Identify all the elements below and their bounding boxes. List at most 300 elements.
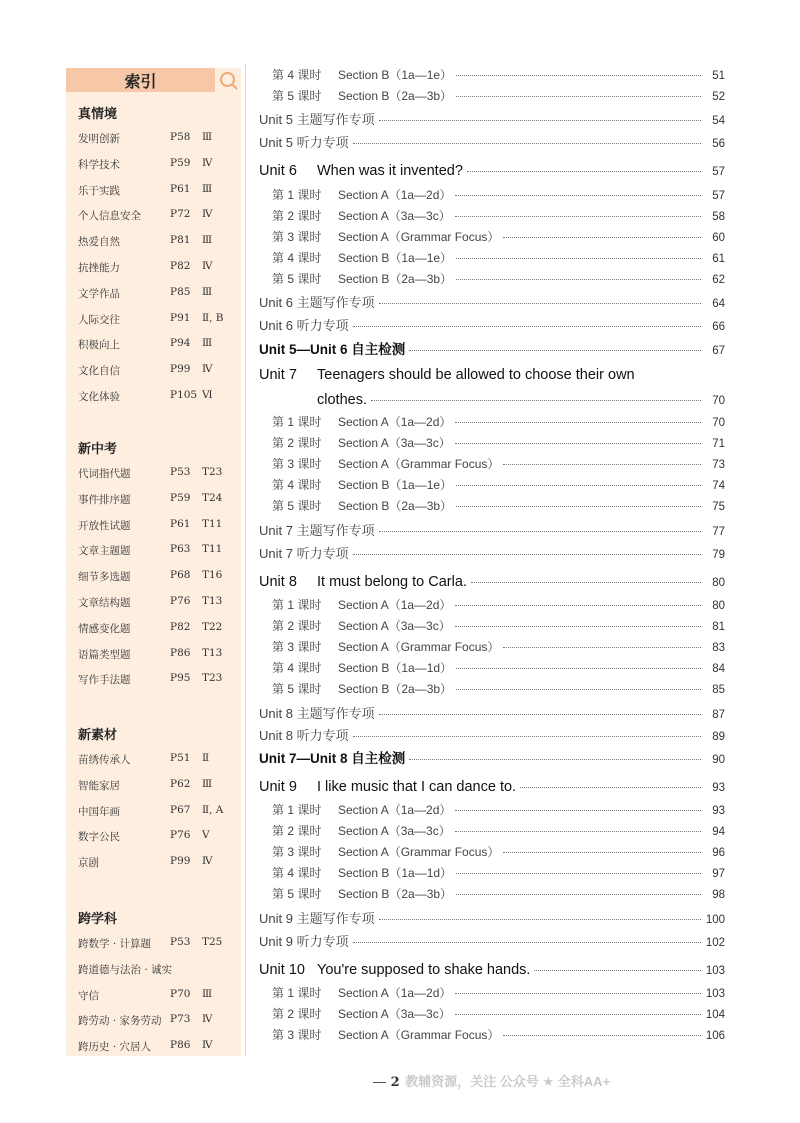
toc-sub-entry: [272, 476, 725, 493]
index-item-page: P94: [170, 337, 191, 350]
toc-page-number: 74: [712, 480, 725, 492]
index-item: [78, 312, 238, 328]
index-item-page: P53: [170, 466, 191, 478]
index-item-name: 数字公民: [78, 831, 120, 844]
toc-lesson-label: 第 5 课时: [272, 89, 322, 103]
index-item-name: 文章结构题: [78, 597, 131, 609]
dot-leader: [467, 171, 701, 172]
index-item-tag: T24: [202, 491, 223, 504]
toc-sub-entry: [272, 497, 725, 514]
toc-section-title: Section A（3a—3c）: [338, 619, 451, 633]
index-item: [78, 804, 238, 820]
dot-leader: [503, 464, 701, 465]
dot-leader: [455, 422, 701, 423]
toc-page-number: 52: [712, 91, 725, 103]
index-item: [78, 492, 238, 508]
index-item: [78, 518, 238, 534]
dot-leader: [353, 326, 701, 327]
toc-special-entry: [259, 315, 725, 334]
index-item-name: 文学作品: [78, 287, 120, 300]
toc-page-number: 83: [712, 642, 725, 654]
index-item-page: P53: [170, 936, 191, 948]
index-item-page: P81: [170, 234, 191, 247]
toc-lesson-label: 第 1 课时: [272, 986, 322, 1000]
toc-lesson-label: 第 5 课时: [272, 499, 322, 513]
toc-sub-entry: [272, 207, 725, 224]
index-item-page: P59: [170, 491, 191, 504]
dot-leader: [456, 75, 701, 76]
toc-lesson-label: 第 4 课时: [272, 866, 322, 880]
index-item-page: P67: [170, 803, 191, 816]
index-item-name: 事件排序题: [78, 493, 131, 506]
index-item-page: P73: [170, 1013, 191, 1026]
toc-page-number: 98: [712, 889, 725, 901]
dot-leader: [455, 993, 701, 994]
index-sidebar: [66, 68, 241, 1056]
toc-lesson-label: 第 2 课时: [272, 1007, 322, 1021]
dot-leader: [456, 96, 701, 97]
index-item-name: 跨历史 · 穴居人: [78, 1041, 152, 1054]
toc-sub-entry: [272, 864, 725, 881]
index-item-name: 开放性试题: [78, 519, 131, 532]
toc-page-number: 66: [712, 321, 725, 333]
toc-lesson-label: 第 3 课时: [272, 1028, 322, 1042]
toc-check-entry: [259, 338, 725, 358]
index-item-tag: Ⅳ: [202, 363, 213, 376]
toc-special-entry: [259, 931, 725, 950]
toc-special-entry: [259, 109, 725, 128]
index-item-tag: Ⅲ: [202, 337, 213, 350]
toc-page-number: 96: [712, 847, 725, 859]
toc-page-number: 70: [712, 395, 725, 407]
toc-unit-title: It must belong to Carla.: [317, 574, 467, 590]
toc-entry-title: Unit 6 主题写作专项: [259, 295, 375, 310]
index-item: [78, 157, 238, 173]
index-item-tag: Ⅳ: [202, 855, 213, 868]
toc-section-title: Section A（3a—3c）: [338, 436, 451, 450]
dot-leader: [455, 605, 701, 606]
toc-page-number: 97: [712, 868, 725, 880]
toc-special-entry: [259, 520, 725, 539]
index-item-tag: Ⅳ: [202, 1013, 213, 1026]
page-number: 2: [390, 1075, 400, 1090]
index-item-tag: Ⅳ: [202, 1039, 213, 1052]
dot-leader: [471, 582, 701, 583]
dot-leader: [503, 852, 701, 853]
index-item-tag: Ⅳ: [202, 156, 213, 169]
toc-sub-entry: [272, 638, 725, 655]
index-item-tag: T13: [202, 646, 223, 659]
dot-leader: [455, 195, 701, 196]
dot-leader: [456, 485, 701, 486]
index-item-tag: T11: [202, 517, 223, 530]
index-item-tag: Ⅲ: [202, 234, 213, 247]
toc-section-title: Section A（Grammar Focus）: [338, 457, 500, 471]
index-item: [78, 988, 238, 1004]
toc-page-number: 103: [705, 988, 725, 1000]
toc-lesson-label: 第 3 课时: [272, 640, 322, 654]
toc-unit-number: Unit 10: [259, 962, 305, 978]
index-item: [78, 829, 238, 845]
dot-leader: [456, 894, 701, 895]
toc-page-number: 87: [712, 709, 725, 721]
toc-lesson-label: 第 4 课时: [272, 251, 322, 265]
toc-unit-title-continued: clothes.: [317, 392, 367, 408]
dot-leader: [353, 942, 701, 943]
toc-lesson-label: 第 2 课时: [272, 436, 322, 450]
toc-section-title: Section A（1a—2d）: [338, 415, 452, 429]
toc-page-number: 71: [712, 438, 725, 450]
index-item-name: 个人信息安全: [78, 210, 141, 223]
toc-unit-number: Unit 6: [259, 163, 297, 179]
toc-page-number: 90: [712, 754, 725, 766]
toc-sub-entry: [272, 270, 725, 287]
toc-sub-entry: [272, 885, 725, 902]
dot-leader: [353, 143, 701, 144]
toc-section-title: Section B（1a—1d）: [338, 866, 453, 880]
dot-leader: [455, 1014, 701, 1015]
index-category: 新素材: [78, 728, 118, 743]
toc-unit-entry: [259, 779, 725, 795]
index-item-tag: Ⅴ: [202, 829, 210, 842]
index-item-name: 智能家居: [78, 779, 120, 792]
dot-leader: [455, 443, 701, 444]
toc-unit-number: Unit 7: [259, 367, 297, 383]
toc-section-title: Section B（2a—3b）: [338, 887, 453, 901]
toc-page-number: 103: [705, 965, 725, 977]
toc-page-number: 70: [712, 417, 725, 429]
index-item-tag: T23: [202, 466, 223, 478]
dot-leader: [409, 759, 701, 760]
toc-page-number: 85: [712, 684, 725, 696]
index-item: [78, 363, 238, 379]
dot-leader: [455, 626, 701, 627]
index-item-page: P76: [170, 829, 191, 842]
index-item-tag: T11: [202, 543, 223, 556]
index-item: [78, 131, 238, 147]
toc-special-entry: [259, 725, 725, 744]
toc-sub-entry: [272, 659, 725, 676]
dot-leader: [456, 506, 701, 507]
index-item-name: 写作手法题: [78, 674, 131, 687]
toc-entry-title: Unit 6 听力专项: [259, 318, 349, 333]
toc-sub-entry: [272, 455, 725, 472]
toc-unit-entry: [259, 163, 725, 179]
toc-lesson-label: 第 3 课时: [272, 457, 322, 471]
toc-lesson-label: 第 4 课时: [272, 478, 322, 492]
index-item-page: P72: [170, 208, 191, 221]
toc-page-number: 93: [712, 782, 725, 794]
toc-page-number: 51: [712, 70, 725, 82]
index-item-page: P105: [170, 389, 198, 401]
toc-lesson-label: 第 5 课时: [272, 682, 322, 696]
index-category: 新中考: [78, 442, 118, 457]
index-item-name: 发明创新: [78, 133, 120, 145]
index-category: 跨学科: [78, 912, 118, 927]
toc-special-entry: [259, 543, 725, 562]
index-item-tag: T23: [202, 672, 223, 685]
index-item-tag: Ⅳ: [202, 208, 213, 221]
index-item-page: P58: [170, 131, 191, 143]
toc-section-title: Section A（Grammar Focus）: [338, 1028, 500, 1042]
toc-sub-entry: [272, 680, 725, 697]
toc-section-title: Section A（3a—3c）: [338, 209, 451, 223]
toc-unit-title: Teenagers should be allowed to choose their own: [317, 367, 635, 383]
index-item-page: P95: [170, 672, 191, 685]
dot-leader: [353, 554, 701, 555]
toc-unit-heading-continued: [317, 392, 725, 408]
toc-sub-entry: [272, 984, 725, 1001]
page-footer: [373, 1071, 610, 1090]
index-item-name: 抗挫能力: [78, 262, 120, 274]
toc-section-title: Section A（1a—2d）: [338, 188, 452, 202]
toc-page-number: 102: [705, 937, 725, 949]
index-item-tag: Ⅱ, A: [202, 803, 224, 816]
dot-leader: [379, 531, 701, 532]
toc-special-entry: [259, 292, 725, 311]
index-item-name: 跨数学 · 计算题: [78, 938, 152, 950]
toc-unit-title: You're supposed to shake hands.: [317, 962, 531, 978]
index-item: [78, 621, 238, 637]
toc-entry-title: Unit 5—Unit 6 自主检测: [259, 342, 406, 357]
toc-page-number: 104: [705, 1009, 725, 1021]
index-item-tag: Ⅱ, B: [202, 311, 224, 324]
toc-sub-entry: [272, 87, 725, 104]
toc-unit-title: I like music that I can dance to.: [317, 779, 517, 795]
toc-entry-title: Unit 7 主题写作专项: [259, 523, 375, 538]
toc-lesson-label: 第 4 课时: [272, 661, 322, 675]
index-item-tag: Ⅲ: [202, 987, 213, 1000]
dot-leader: [371, 400, 701, 401]
index-item-tag: Ⅵ: [202, 389, 213, 401]
index-item: [78, 286, 238, 302]
toc-section-title: Section B（2a—3b）: [338, 682, 453, 696]
index-item: [78, 752, 238, 768]
index-item-name: 文章主题题: [78, 545, 131, 558]
toc-page-number: 100: [705, 914, 725, 926]
toc-page-number: 94: [712, 826, 725, 838]
index-item-page: P62: [170, 777, 191, 790]
index-item-tag: T13: [202, 595, 223, 607]
index-item: [78, 337, 238, 353]
toc-entry-title: Unit 8 主题写作专项: [259, 706, 375, 721]
index-item-page: P70: [170, 987, 191, 1000]
index-category: 真情境: [78, 107, 118, 122]
dot-leader: [456, 689, 701, 690]
toc-page-number: 57: [712, 166, 725, 178]
toc-lesson-label: 第 2 课时: [272, 824, 322, 838]
dot-leader: [409, 350, 701, 351]
toc-lesson-label: 第 2 课时: [272, 619, 322, 633]
index-item-page: P61: [170, 182, 191, 195]
index-item: [78, 962, 238, 978]
toc-unit-entry: [259, 962, 725, 978]
toc-unit-title: When was it invented?: [317, 163, 463, 179]
toc-sub-entry: [272, 596, 725, 613]
index-item-name: 细节多选题: [78, 571, 131, 584]
toc-page-number: 80: [712, 600, 725, 612]
index-item-name: 热爱自然: [78, 236, 120, 249]
dot-leader: [456, 873, 701, 874]
index-item-tag: Ⅲ: [202, 285, 213, 298]
toc-entry-title: Unit 5 主题写作专项: [259, 112, 375, 127]
toc-page-number: 56: [712, 138, 725, 150]
toc-lesson-label: 第 2 课时: [272, 209, 322, 223]
index-item: [78, 1039, 238, 1055]
toc-page-number: 80: [712, 577, 725, 589]
index-item-name: 文化自信: [78, 365, 120, 378]
index-item-tag: Ⅲ: [202, 182, 213, 195]
toc-section-title: Section B（1a—1d）: [338, 661, 453, 675]
toc-section-title: Section A（3a—3c）: [338, 1007, 451, 1021]
toc-page-number: 57: [712, 190, 725, 202]
index-item-page: P86: [170, 646, 191, 659]
column-divider: [245, 64, 246, 1056]
index-item-page: P99: [170, 363, 191, 376]
toc-page-number: 106: [705, 1030, 725, 1042]
toc-page-number: 60: [712, 232, 725, 244]
toc-special-entry: [259, 132, 725, 151]
dot-leader: [379, 120, 701, 121]
toc-sub-entry: [272, 249, 725, 266]
dot-leader: [379, 303, 701, 304]
toc-section-title: Section A（1a—2d）: [338, 803, 452, 817]
toc-page-number: 67: [712, 345, 725, 357]
toc-entry-title: Unit 9 主题写作专项: [259, 911, 375, 926]
toc-unit-entry: [259, 574, 725, 590]
toc-entry-title: Unit 7 听力专项: [259, 546, 349, 561]
index-item-page: P51: [170, 752, 191, 764]
index-item-name: 积极向上: [78, 339, 120, 352]
toc-lesson-label: 第 3 课时: [272, 845, 322, 859]
index-item-name: 苗绣传承人: [78, 754, 131, 766]
toc-entry-title: Unit 7—Unit 8 自主检测: [259, 751, 406, 766]
toc-lesson-label: 第 1 课时: [272, 803, 322, 817]
toc-lesson-label: 第 1 课时: [272, 598, 322, 612]
dot-leader: [456, 279, 701, 280]
toc-lesson-label: 第 5 课时: [272, 887, 322, 901]
toc-page-number: 64: [712, 298, 725, 310]
index-item-page: P59: [170, 156, 191, 169]
toc-lesson-label: 第 1 课时: [272, 415, 322, 429]
toc-page-number: 62: [712, 274, 725, 286]
index-item-name: 代词指代题: [78, 468, 131, 480]
toc-page-number: 89: [712, 731, 725, 743]
toc-page-number: 58: [712, 211, 725, 223]
toc-page-number: 73: [712, 459, 725, 471]
toc-sub-entry: [272, 801, 725, 818]
toc-entry-title: Unit 9 听力专项: [259, 934, 349, 949]
toc-sub-entry: [272, 617, 725, 634]
toc-section-title: Section A（1a—2d）: [338, 986, 452, 1000]
index-item-page: P99: [170, 855, 191, 868]
toc-entry-title: Unit 5 听力专项: [259, 135, 349, 150]
index-item-name: 情感变化题: [78, 622, 131, 635]
toc-sub-entry: [272, 1026, 725, 1043]
index-item: [78, 569, 238, 585]
toc-sub-entry: [272, 822, 725, 839]
toc-section-title: Section A（Grammar Focus）: [338, 845, 500, 859]
index-item: [78, 647, 238, 663]
toc-page-number: 84: [712, 663, 725, 675]
toc-sub-entry: [272, 843, 725, 860]
toc-section-title: Section B（2a—3b）: [338, 272, 453, 286]
dot-leader: [456, 258, 701, 259]
toc-page-number: 61: [712, 253, 725, 265]
toc-unit-number: Unit 8: [259, 574, 297, 590]
index-item-tag: Ⅱ: [202, 752, 210, 764]
index-item-page: P82: [170, 260, 191, 272]
toc-unit-heading: [259, 367, 635, 383]
index-item: [78, 778, 238, 794]
toc-section-title: Section B（1a—1e）: [338, 478, 453, 492]
toc-lesson-label: 第 4 课时: [272, 68, 322, 82]
index-item: [78, 543, 238, 559]
dot-leader: [534, 970, 701, 971]
toc-section-title: Section B（1a—1e）: [338, 251, 453, 265]
dot-leader: [379, 919, 701, 920]
toc-page-number: 79: [712, 549, 725, 561]
index-item: [78, 1013, 238, 1029]
dot-leader: [455, 831, 701, 832]
index-item-page: P86: [170, 1039, 191, 1052]
toc-section-title: Section A（Grammar Focus）: [338, 640, 500, 654]
index-item-page: P85: [170, 285, 191, 298]
toc-section-title: Section A（3a—3c）: [338, 824, 451, 838]
dot-leader: [353, 736, 701, 737]
dot-leader: [455, 216, 701, 217]
toc-section-title: Section A（1a—2d）: [338, 598, 452, 612]
dot-leader: [520, 787, 701, 788]
index-item: [78, 595, 238, 611]
index-item-page: P63: [170, 543, 191, 556]
index-item: [78, 466, 238, 482]
toc-lesson-label: 第 3 课时: [272, 230, 322, 244]
toc-entry-title: Unit 8 听力专项: [259, 728, 349, 743]
index-item: [78, 672, 238, 688]
dot-leader: [503, 647, 701, 648]
toc-section-title: Section B（2a—3b）: [338, 89, 453, 103]
index-item-tag: Ⅳ: [202, 260, 213, 272]
index-item-name: 京剧: [78, 857, 99, 870]
index-item-tag: T16: [202, 569, 223, 582]
dot-leader: [379, 714, 701, 715]
watermark-text: 教辅资源，关注 公众号 ★ 全科AA+: [405, 1074, 611, 1089]
toc-unit-number: Unit 9: [259, 779, 297, 795]
index-item-name: 跨劳动 · 家务劳动: [78, 1015, 162, 1028]
dot-leader: [503, 237, 701, 238]
index-item: [78, 389, 238, 405]
toc-page-number: 81: [712, 621, 725, 633]
toc-lesson-label: 第 1 课时: [272, 188, 322, 202]
search-icon: [220, 72, 235, 87]
index-item: [78, 208, 238, 224]
index-item: [78, 260, 238, 276]
dot-leader: [455, 810, 701, 811]
toc-check-entry: [259, 747, 725, 767]
index-item-name: 人际交往: [78, 313, 120, 326]
toc-sub-entry: [272, 228, 725, 245]
toc-section-title: Section B（2a—3b）: [338, 499, 453, 513]
index-title: 索引: [66, 68, 215, 92]
index-item: [78, 855, 238, 871]
toc-sub-entry: [272, 413, 725, 430]
index-item-name: 文化体验: [78, 391, 120, 403]
toc-page-number: 54: [712, 115, 725, 127]
dot-leader: [503, 1035, 701, 1036]
index-item-page: P91: [170, 311, 191, 324]
toc-special-entry: [259, 908, 725, 927]
